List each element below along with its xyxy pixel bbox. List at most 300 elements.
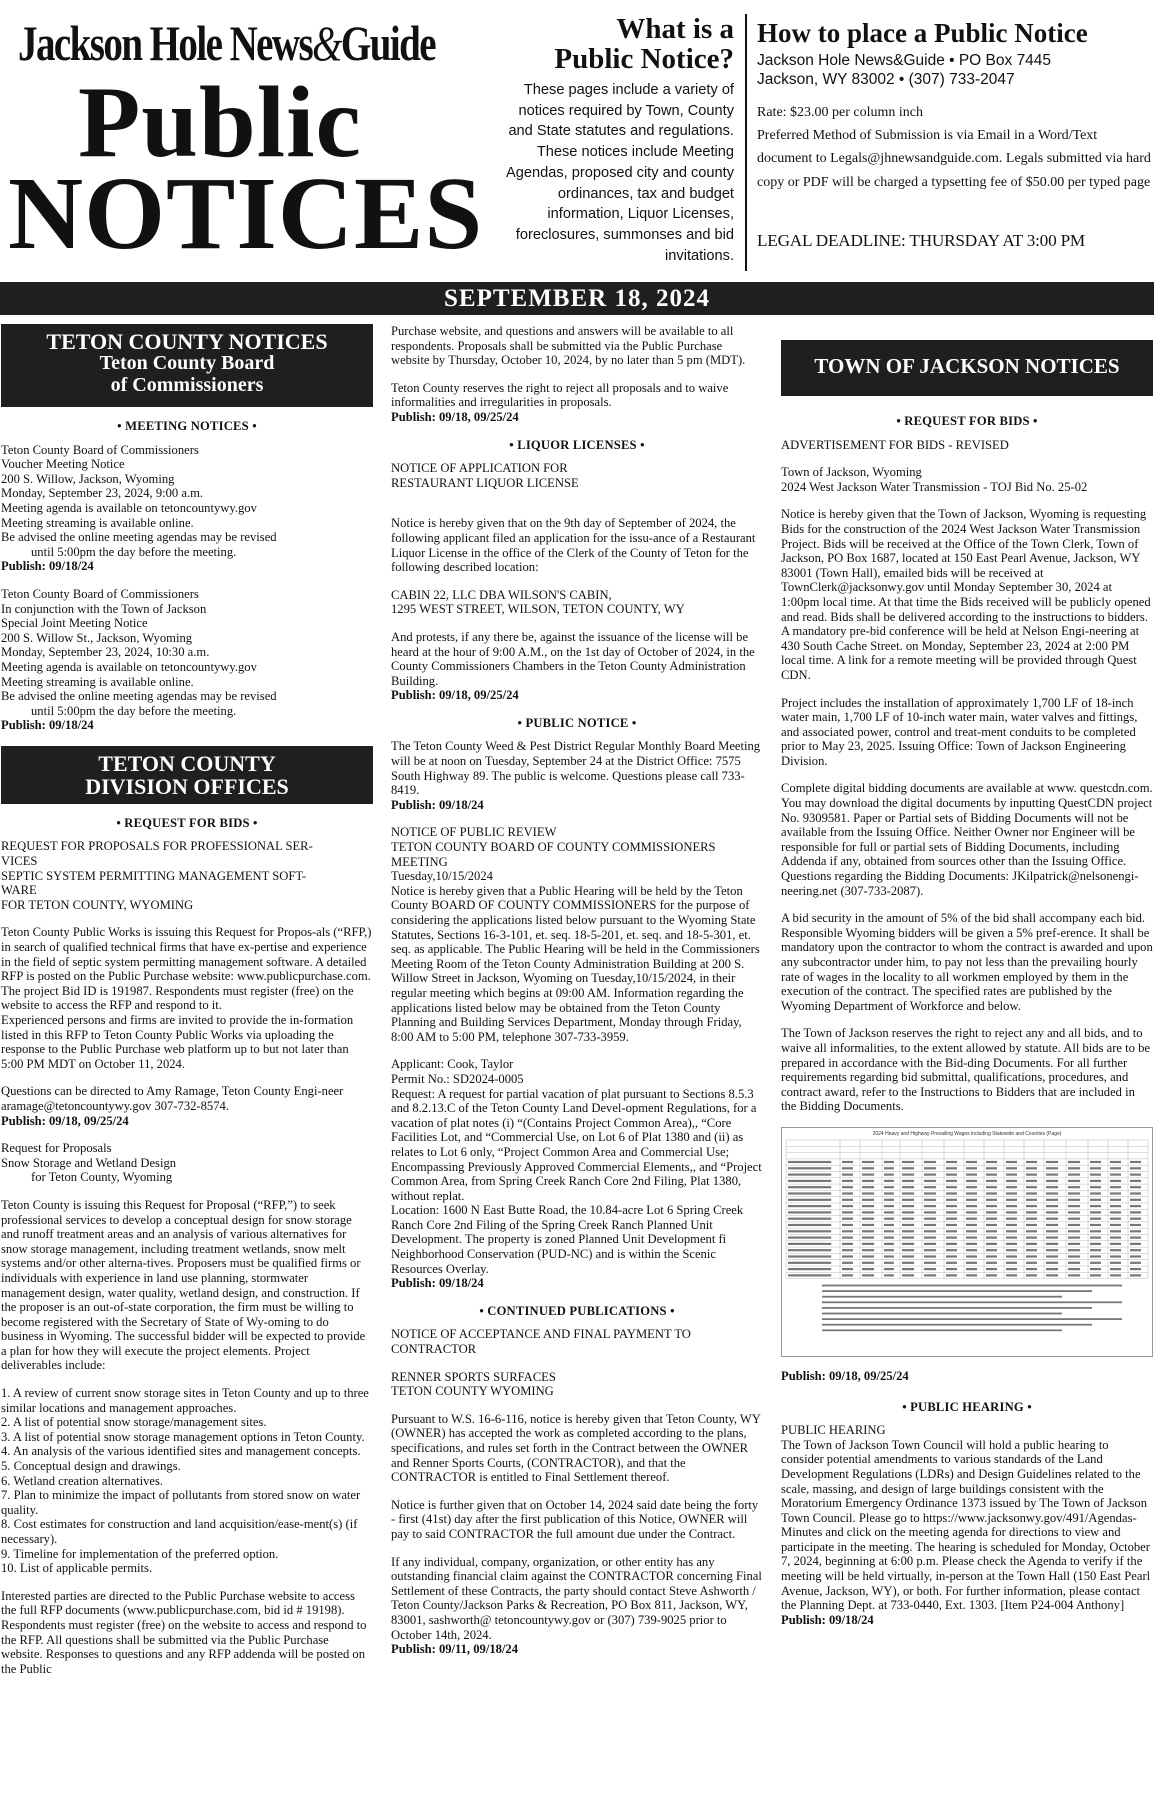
what-is-description: These pages include a variety of notices required by Town, County and State statutes and regulations. These notices include Meeting Agendas, proposed city and county ordinances, tax and budget information, Liquor Licenses, foreclosures, summonses and bid invitations. <box>506 82 734 264</box>
wage-cell <box>1046 1192 1058 1194</box>
wage-cell <box>842 1186 853 1188</box>
wage-cell <box>884 1230 894 1232</box>
wage-cell <box>1046 1262 1058 1264</box>
wage-cell <box>966 1262 977 1264</box>
wage-cell <box>1046 1230 1058 1232</box>
wage-cell <box>902 1224 914 1226</box>
wage-cell <box>1046 1180 1058 1182</box>
wage-cell <box>902 1249 914 1251</box>
wage-cell <box>946 1205 957 1207</box>
wage-cell <box>1090 1236 1101 1238</box>
wage-cell <box>842 1236 853 1238</box>
wage-cell <box>842 1255 853 1257</box>
wage-cell <box>1090 1262 1101 1264</box>
wage-cell <box>1046 1167 1058 1169</box>
wage-cell <box>1026 1167 1037 1169</box>
wage-cell <box>1090 1274 1101 1276</box>
wage-cell <box>946 1167 957 1169</box>
wage-cell <box>842 1218 853 1220</box>
wage-cell <box>1110 1255 1121 1257</box>
wage-cell <box>1026 1186 1037 1188</box>
wage-cell <box>862 1173 874 1175</box>
wage-cell <box>966 1274 977 1276</box>
wage-cell <box>788 1268 831 1270</box>
wage-cell <box>884 1218 894 1220</box>
wage-cell <box>902 1230 914 1232</box>
wage-cell <box>902 1180 914 1182</box>
wage-cell <box>1006 1205 1017 1207</box>
wage-cell <box>924 1186 936 1188</box>
wage-cell <box>1090 1218 1101 1220</box>
wage-cell <box>884 1167 894 1169</box>
public-review-notice: NOTICE OF PUBLIC REVIEW TETON COUNTY BOARD OF COUNTY COMMISSIONERS MEETING Tuesday,10/15/2024 Notice is hereby given that a Public Hearing will be held by the Teton County BOARD OF COUNTY COMMISSIONERS for the purpose of considering the applications listed below pursuant to the Wyoming State Statutes, Sections 16-3-101, et. seq. 18-5-201, et. seq. and 18-5-301, et. seq. as applicable. The Public Hearing will be held in the Commissioners Meeting Room of the Teton County Administration Building at 200 S. Willow Street in Jackson, Wyoming on Tuesday,10/15/2024, in their regular meeting which begins at 09:00 AM. Information regarding the applications listed below may be obtained from the Teton County Planning and Building Services Department, Monday through Friday, 8:00 AM to 5:00 PM, telephone 307-733-3959. Applicant: Cook, Taylor Permit No.: SD2024-0005 Request: A request for partial vacation of plat pursuant to Sections 8.5.3 and 8.2.13.C of the Teton County Land Devel-opment Regulations, for a vacation of plat notes (i) “(Contains Project Common Area),, “Core Facilities Lot, and “Commercial Use, on Lot 6 of Plat 1380 and (ii) as relates to Lot 6 only, “Project Common Area and Commercial Use; Encompassing Previously Approved Commercial Elements,, and “Project Common Area, from Spring Creek Ranch Core 2nd Filing, Plat 1380, without replat. Location: 1600 N East Butte Road, the 10.84-acre Lot 6 Spring Creek Ranch Core 2nd Filing of the Spring Creek Ranch Planned Unit Development. The property is zoned Planned Unit Development fi Neighborhood Conservation (PUD-NC) and is within the Scenic Resources Overlay. Publish: 09/18/24 <box>391 825 762 1291</box>
wage-cell <box>862 1205 874 1207</box>
wage-cell <box>1006 1255 1017 1257</box>
wage-cell <box>884 1255 894 1257</box>
wage-cell <box>924 1262 936 1264</box>
wage-cell <box>1006 1236 1017 1238</box>
wage-cell <box>1026 1243 1037 1245</box>
wage-cell <box>884 1173 894 1175</box>
wage-cell <box>842 1230 853 1232</box>
wage-cell <box>1110 1230 1121 1232</box>
wage-cell <box>1068 1218 1080 1220</box>
wage-cell <box>966 1230 977 1232</box>
wage-cell <box>946 1262 957 1264</box>
wage-cell <box>842 1274 853 1276</box>
wage-cell <box>986 1249 997 1251</box>
wage-cell <box>946 1268 957 1270</box>
wage-cell <box>1006 1274 1017 1276</box>
joint-meeting-notice: Teton County Board of Commissioners In conjunction with the Town of Jackson Special Joint Meeting Notice 200 S. Willow St., Jackson, Wyoming Monday, September 23, 2024, 10:30 a.m. Meeting agenda is available on tetoncountywy.gov Meeting streaming is available online. Be advised the online meeting agendas may be revised until 5:00pm the day before the meeting. Publish: 09/18/24 <box>1 586 277 733</box>
meeting-notices-heading: • MEETING NOTICES • <box>117 419 257 433</box>
wage-cell <box>1046 1274 1058 1276</box>
wage-cell <box>986 1161 997 1163</box>
wage-cell <box>1026 1218 1037 1220</box>
public-notice-heading: • PUBLIC NOTICE • <box>517 715 637 730</box>
wage-cell <box>986 1262 997 1264</box>
wage-cell <box>924 1205 936 1207</box>
wage-cell <box>1006 1224 1017 1226</box>
wage-cell <box>1130 1249 1141 1251</box>
wage-cell <box>842 1249 853 1251</box>
wage-cell <box>788 1243 831 1245</box>
wage-cell <box>1006 1192 1017 1194</box>
wage-footnote-line <box>822 1296 1062 1298</box>
wage-cell <box>986 1236 997 1238</box>
wage-cell <box>966 1218 977 1220</box>
wage-cell <box>1110 1180 1121 1182</box>
wage-cell <box>1090 1180 1101 1182</box>
wage-cell <box>966 1255 977 1257</box>
wage-cell <box>902 1211 914 1213</box>
request-for-bids-heading: • REQUEST FOR BIDS • <box>116 815 258 830</box>
wage-footnote-line <box>822 1324 1092 1326</box>
masthead <box>0 0 1154 282</box>
wage-cell <box>884 1249 894 1251</box>
wage-cell <box>788 1186 831 1188</box>
wage-cell <box>788 1255 831 1257</box>
wage-cell <box>1090 1186 1101 1188</box>
wage-cell <box>788 1262 831 1264</box>
wage-cell <box>1026 1255 1037 1257</box>
wage-cell <box>966 1249 977 1251</box>
wage-table-graphic <box>782 1128 1152 1356</box>
column-teton-county <box>1 324 373 1689</box>
wage-cell <box>862 1180 874 1182</box>
wage-cell <box>1046 1161 1058 1163</box>
wage-cell <box>986 1274 997 1276</box>
wage-cell <box>946 1274 957 1276</box>
wage-cell <box>862 1230 874 1232</box>
wage-cell <box>842 1205 853 1207</box>
wage-cell <box>1046 1249 1058 1251</box>
wage-footnote-line <box>822 1307 1092 1309</box>
town-request-for-bids-heading: • REQUEST FOR BIDS • <box>896 414 1038 428</box>
wage-cell <box>1068 1173 1080 1175</box>
wage-cell <box>1046 1186 1058 1188</box>
wage-cell <box>924 1167 936 1169</box>
wage-cell <box>1068 1192 1080 1194</box>
wage-cell <box>902 1255 914 1257</box>
wage-cell <box>1026 1199 1037 1201</box>
wage-cell <box>902 1243 914 1245</box>
legal-deadline: LEGAL DEADLINE: THURSDAY AT 3:00 PM <box>757 231 1086 250</box>
wage-cell <box>1130 1255 1141 1257</box>
wage-footnote-line <box>822 1329 1062 1331</box>
wage-cell <box>788 1249 831 1251</box>
wage-cell <box>884 1236 894 1238</box>
wage-cell <box>1130 1274 1141 1276</box>
wage-cell <box>1110 1243 1121 1245</box>
wage-cell <box>1006 1180 1017 1182</box>
liquor-license-notice: NOTICE OF APPLICATION FOR RESTAURANT LIQUOR LICENSE Notice is hereby given that on the 9th day of September of 2024, the following applicant filed an application for the issu-ance of a Restaurant Liquor License in the office of the Clerk of the County of Teton for the following described location: CABIN 22, LLC DBA WILSON'S CABIN, 1295 WEST STREET, WILSON, TETON COUNTY, WY And protests, if any there be, against the issuance of the license will be heard at the hour of 9:00 A.M., on the 1st day of October of 2024, in the County Commissioners Chambers in the Teton County Administration Building. Publish: 09/18, 09/25/24 <box>391 461 756 703</box>
wage-cell <box>986 1255 997 1257</box>
wage-cell <box>1006 1173 1017 1175</box>
wage-cell <box>1006 1268 1017 1270</box>
wage-cell <box>1130 1173 1141 1175</box>
wage-cell <box>1130 1230 1141 1232</box>
wage-cell <box>1068 1243 1080 1245</box>
wage-cell <box>1006 1199 1017 1201</box>
wage-cell <box>924 1255 936 1257</box>
wage-cell <box>1110 1161 1121 1163</box>
wage-cell <box>1026 1230 1037 1232</box>
wage-cell <box>1026 1224 1037 1226</box>
wage-cell <box>902 1199 914 1201</box>
wage-cell <box>884 1205 894 1207</box>
public-hearing-notice: PUBLIC HEARING The Town of Jackson Town Council will hold a public hearing to consider potential amendments to various standards of the Land Development Regulations (LDRs) and Design Guidelines related to the scale, massing, and design of large buildings consistent with the Moratorium Emergency Ordinance 1373 issued by The Town of Jackson Town Council. Please go to https://www.jacksonwy.gov/491/Agendas-Minutes and click on the meeting agenda for directions to view and participate in the meeting. The hearing is scheduled for Monday, October 7, 2024, beginning at 6:00 p.m. Please check the Agenda to verify if the meeting will be held virtually, in-person at the Town Hall (150 East Pearl Avenue, Jackson, WY), or both. For further information, please contact the Planning Dept. at 733-0440, Ext. 1303. [Item P24-004 Anthony] Publish: 09/18/24 <box>781 1423 1151 1627</box>
wage-cell <box>884 1180 894 1182</box>
wage-cell <box>1090 1255 1101 1257</box>
wage-cell <box>946 1236 957 1238</box>
wage-cell <box>1090 1167 1101 1169</box>
wage-cell <box>1006 1262 1017 1264</box>
wage-cell <box>884 1161 894 1163</box>
wage-cell <box>862 1224 874 1226</box>
wage-cell <box>788 1161 831 1163</box>
wage-cell <box>986 1186 997 1188</box>
title-notices: NOTICES <box>8 156 484 271</box>
wage-cell <box>1006 1161 1017 1163</box>
wage-cell <box>986 1205 997 1207</box>
wage-cell <box>1068 1274 1080 1276</box>
wage-cell <box>902 1192 914 1194</box>
wage-cell <box>1046 1211 1058 1213</box>
wage-cell <box>1068 1180 1080 1182</box>
division-offices-banner: TETON COUNTY DIVISION OFFICES <box>1 746 373 804</box>
wage-cell <box>966 1199 977 1201</box>
wage-cell <box>1130 1224 1141 1226</box>
wage-cell <box>842 1161 853 1163</box>
wage-cell <box>1090 1192 1101 1194</box>
water-transmission-bid-notice: ADVERTISEMENT FOR BIDS - REVISED Town of Jackson, Wyoming 2024 West Jackson Water Transmission - TOJ Bid No. 25-02 Notice is hereby given that the Town of Jackson, Wyoming is requesting Bids for the construction of the 2024 West Jackson Water Transmission Project. Bids will be received at the Office of the Town Clerk, Town of Jackson, PO Box 1687, located at 150 East Pearl Avenue, Jackson, WY 83001 (Town Hall), emailed bids will be received at TownClerk@jacksonwy.gov until Monday September 30, 2024 at 1:00pm local time. At that time the Bids received will be publicly opened and read. Bids shall be delivered according to the instructions to bidders. A mandatory pre-bid conference will be held at Nelson Engi-neering at 430 South Cache Street. on Monday, September 23, 2024 at 2:00 PM local time. A link for a remote meeting will be provided through Quest CDN. Project includes the installation of approximately 1,700 LF of 18-inch water main, 1,700 LF of 10-inch water main, water valves and fittings, and associated power, control and treat-ment conduits to be completed prior to May 23, 2025. Issuing Office: Town of Jackson Engineering Division. Complete digital bidding documents are available at www. questcdn.com. You may download the digital documents by inputting QuestCDN project No. 9309581. Paper or Partial sets of Bidding Documents will not be available from the Issuing Office. Neither Owner nor Engineer will be responsible for full or partial sets of Bidding Documents, including Addenda if any, obtained from sources other than the Issuing Office. Questions regarding the Bidding Documents: JKilpatrick@nelsonengi-neering.net (307-733-2087). A bid security in the amount of 5% of the bid shall accompany each bid. Responsible Wyoming bidders will be given a 5% pref-erence. It shall be mandatory upon the contractor to whom the contract is awarded and upon any subcontractor under him, to pay not less than the prevailing hourly rate of wages in the locality to all workmen employed by them in the execution of the contract. The specified rates are published by the Wyoming Department of Workforce and below. The Town of Jackson reserves the right to reject any and all bids, and to waive all informalities, to the extent allowed by statute. All bids are to be prepared in accordance with the Bid-ding Documents. For all further requirements regarding bid submittal, qualifications, procedures, and contract award, refer to the Instructions to Bidders that are included in the Bidding Documents. 2024 Heavy and Highway Prevailing Wages including Statewide and Counties (Page) Publish: 09/18, 09/25/24 <box>781 437 1153 1383</box>
wage-cell <box>862 1236 874 1238</box>
wage-cell <box>902 1268 914 1270</box>
wage-cell <box>966 1211 977 1213</box>
wage-cell <box>1130 1205 1141 1207</box>
wage-cell <box>966 1167 977 1169</box>
wage-cell <box>1068 1186 1080 1188</box>
wage-cell <box>1130 1161 1141 1163</box>
wage-cell <box>924 1192 936 1194</box>
wage-cell <box>862 1161 874 1163</box>
wage-cell <box>842 1180 853 1182</box>
wage-cell <box>1110 1236 1121 1238</box>
wage-cell <box>924 1173 936 1175</box>
wage-cell <box>1130 1243 1141 1245</box>
wage-cell <box>966 1224 977 1226</box>
vertical-divider <box>745 14 747 271</box>
wage-cell <box>924 1274 936 1276</box>
wage-cell <box>966 1161 977 1163</box>
wage-cell <box>1110 1224 1121 1226</box>
wage-cell <box>862 1218 874 1220</box>
wage-cell <box>986 1230 997 1232</box>
wage-cell <box>924 1249 936 1251</box>
wage-cell <box>1006 1186 1017 1188</box>
wage-cell <box>884 1243 894 1245</box>
wage-cell <box>1090 1243 1101 1245</box>
wage-cell <box>884 1199 894 1201</box>
wage-cell <box>924 1199 936 1201</box>
wage-cell <box>1046 1218 1058 1220</box>
wage-cell <box>1130 1211 1141 1213</box>
wage-cell <box>966 1186 977 1188</box>
wage-cell <box>1090 1268 1101 1270</box>
wage-cell <box>946 1192 957 1194</box>
wage-cell <box>1110 1173 1121 1175</box>
how-to-title: How to place a Public Notice <box>757 18 1088 48</box>
wage-cell <box>902 1173 914 1175</box>
wage-cell <box>924 1243 936 1245</box>
wage-cell <box>842 1199 853 1201</box>
wage-footnote-line <box>822 1290 1092 1292</box>
contact-address: Jackson Hole News&Guide • PO Box 7445 Jackson, WY 83002 • (307) 733-2047 <box>757 52 1052 88</box>
wage-cell <box>1090 1161 1101 1163</box>
weed-pest-notice: The Teton County Weed & Pest District Regular Monthly Board Meeting will be at noon on Tuesday, September 24 at the District Office: 7575 South Highway 89. The public is welcome. Questions please call 733-8419. Publish: 09/18/24 <box>391 739 761 812</box>
wage-cell <box>842 1173 853 1175</box>
wage-cell <box>946 1243 957 1245</box>
wage-cell <box>1046 1243 1058 1245</box>
wage-cell <box>946 1249 957 1251</box>
wage-cell <box>986 1167 997 1169</box>
wage-cell <box>902 1167 914 1169</box>
wage-cell <box>902 1236 914 1238</box>
wage-cell <box>1046 1236 1058 1238</box>
wage-cell <box>966 1268 977 1270</box>
wage-cell <box>788 1167 831 1169</box>
wage-cell <box>842 1243 853 1245</box>
wage-cell <box>902 1218 914 1220</box>
wage-cell <box>902 1205 914 1207</box>
wage-cell <box>1110 1205 1121 1207</box>
wage-cell <box>924 1224 936 1226</box>
wage-cell <box>986 1218 997 1220</box>
wage-cell <box>1130 1192 1141 1194</box>
wage-cell <box>1110 1211 1121 1213</box>
wage-cell <box>986 1224 997 1226</box>
wage-cell <box>862 1268 874 1270</box>
wage-cell <box>884 1192 894 1194</box>
wage-footnote-line <box>822 1285 1122 1287</box>
wage-cell <box>884 1186 894 1188</box>
wage-cell <box>1026 1262 1037 1264</box>
wage-cell <box>946 1211 957 1213</box>
wage-cell <box>946 1218 957 1220</box>
teton-county-notices-banner: TETON COUNTY NOTICES Teton County Board of Commissioners <box>1 324 373 407</box>
wage-cell <box>946 1161 957 1163</box>
wage-cell <box>1110 1192 1121 1194</box>
wage-cell <box>902 1186 914 1188</box>
wage-cell <box>1090 1173 1101 1175</box>
wage-cell <box>1006 1211 1017 1213</box>
wage-cell <box>924 1236 936 1238</box>
wage-cell <box>1006 1218 1017 1220</box>
wage-cell <box>1046 1205 1058 1207</box>
septic-rfp-notice: REQUEST FOR PROPOSALS FOR PROFESSIONAL SER- VICES SEPTIC SYSTEM PERMITTING MANAGEMENT SOFT- WARE FOR TETON COUNTY, WYOMING Teton County Public Works is issuing this Request for Propos-als (“RFP,) in search of qualified technical firms that have ex-pertise and experience in the field of septic system permitting management software. A detailed RFP is posted on the Public Purchase website: www.publicpurchase.com. The project Bid ID is 191987. Respondents must register (free) on the website to access the RFP and respond to it. Experienced persons and firms are invited to provide the in-formation listed in this RFP to Teton County Public Works via uploading the response to the Public Purchase web platform up to but not later than 5:00 PM MDT on October 11, 2024. Questions can be directed to Amy Ramage, Teton County Engi-neer aramage@tetoncountywy.gov 307-732-8574. Publish: 09/18, 09/25/24 <box>1 839 372 1128</box>
wage-cell <box>1068 1236 1080 1238</box>
wage-cell <box>1006 1230 1017 1232</box>
wage-cell <box>1026 1268 1037 1270</box>
wage-cell <box>1068 1211 1080 1213</box>
wage-cell <box>966 1205 977 1207</box>
wage-cell <box>986 1199 997 1201</box>
title-public: Public <box>78 66 362 179</box>
wage-cell <box>1068 1230 1080 1232</box>
wage-cell <box>986 1243 997 1245</box>
wage-cell <box>1068 1167 1080 1169</box>
wage-cell <box>1068 1262 1080 1264</box>
wage-cell <box>788 1230 831 1232</box>
deliverables-list: 1. A review of current snow storage sites in Teton County and up to three similar locations and management approaches. 2. A list of potential snow storage/management sites. 3. A list of potential snow storage management options in Teton County. 4. An analysis of the various identified sites and management concepts. 5. Conceptual design and drawings. 6. Wetland creation alternatives. 7. Plan to minimize the impact of pollutants from stored snow on water quality. 8. Cost estimates for construction and land acquisition/ease-ment(s) (if necessary). 9. Timeline for implementation of the preferred option. 10. List of applicable permits. <box>1 1386 369 1576</box>
wage-cell <box>1068 1249 1080 1251</box>
submission-info: Rate: $23.00 per column inch Preferred Method of Submission is via Email in a Word/Text document to Legals@jhnewsandguide.com. Legals submitted via hard copy or PDF will be charged a typsetting fee of $50.00 per typed page <box>757 105 1151 190</box>
wage-cell <box>946 1224 957 1226</box>
wage-cell <box>788 1180 831 1182</box>
wage-cell <box>1046 1199 1058 1201</box>
wage-cell <box>842 1224 853 1226</box>
wage-cell <box>986 1268 997 1270</box>
wage-cell <box>924 1268 936 1270</box>
voucher-meeting-notice: Teton County Board of Commissioners Voucher Meeting Notice 200 S. Willow, Jackson, Wyoming Monday, September 23, 2024, 9:00 a.m. Meeting agenda is available on tetoncountywy.gov Meeting streaming is available online. Be advised the online meeting agendas may be revised until 5:00pm the day before the meeting. Publish: 09/18/24 <box>1 442 277 574</box>
wage-cell <box>924 1180 936 1182</box>
wage-cell <box>884 1268 894 1270</box>
wage-cell <box>1090 1199 1101 1201</box>
wage-cell <box>1068 1199 1080 1201</box>
wage-table-title: 2024 Heavy and Highway Prevailing Wages including Statewide and Counties (Page) <box>872 1130 1062 1137</box>
wage-cell <box>946 1199 957 1201</box>
wage-cell <box>946 1255 957 1257</box>
wage-cell <box>1110 1274 1121 1276</box>
wage-cell <box>986 1211 997 1213</box>
wage-cell <box>788 1199 831 1201</box>
town-of-jackson-banner: TOWN OF JACKSON NOTICES <box>781 340 1153 396</box>
wage-cell <box>1068 1161 1080 1163</box>
wage-cell <box>1090 1249 1101 1251</box>
wage-cell <box>1110 1262 1121 1264</box>
wage-cell <box>862 1211 874 1213</box>
wage-cell <box>1068 1205 1080 1207</box>
wage-cell <box>1026 1173 1037 1175</box>
wage-cell <box>1130 1186 1141 1188</box>
wage-cell <box>966 1180 977 1182</box>
wage-cell <box>788 1224 831 1226</box>
what-is-title: What is a Public Notice? <box>554 13 734 76</box>
wage-cell <box>966 1243 977 1245</box>
wage-cell <box>862 1262 874 1264</box>
wage-cell <box>1026 1274 1037 1276</box>
wage-cell <box>1110 1167 1121 1169</box>
wage-cell <box>1110 1249 1121 1251</box>
wage-cell <box>902 1274 914 1276</box>
wage-cell <box>1110 1268 1121 1270</box>
wage-cell <box>946 1180 957 1182</box>
wage-cell <box>862 1186 874 1188</box>
wage-cell <box>862 1243 874 1245</box>
prevailing-wage-table-image <box>781 1127 1153 1357</box>
column-county-continued <box>391 324 763 1670</box>
wage-cell <box>1046 1173 1058 1175</box>
wage-cell <box>1026 1211 1037 1213</box>
wage-cell <box>946 1230 957 1232</box>
wage-cell <box>924 1161 936 1163</box>
wage-cell <box>788 1218 831 1220</box>
wage-cell <box>986 1173 997 1175</box>
snow-storage-rfp-continued: Purchase website, and questions and answers will be available to all respondents. Proposals shall be submitted via the Public Purchase website by Thursday, October 10, 2024, by no later than 5 pm (MDT). Teton County reserves the right to reject all proposals and to waive informalities and irregularities in proposals. Publish: 09/18, 09/25/24 <box>391 324 746 424</box>
public-hearing-heading: • PUBLIC HEARING • <box>902 1399 1032 1414</box>
wage-cell <box>924 1230 936 1232</box>
wage-cell <box>1130 1180 1141 1182</box>
wage-cell <box>1006 1167 1017 1169</box>
snow-storage-rfp-notice: Request for Proposals Snow Storage and Wetland Design for Teton County, Wyoming Teton County is issuing this Request for Proposal (“RFP,”) to seek professional services to develop a conceptual design for snow storage and runoff treatment areas and an analysis of various alternatives for snow storage management, including treatment wetlands, snow melt systems and/or other alterna-tives. Proposers must be qualified firms or individuals with experience in land use planning, stormwater management design, water quality, wetland design, and construction. If the proposer is an out-of-state corporation, the firm must be willing to become registered with the Secretary of State of Wy-oming to do business in Wyoming. The successful bidder will be expected to provide a plan for how they will execute the project elements. Project deliverables include: 1. A review of current snow storage sites in Teton County and up to three similar locations and management approaches. 2. A list of potential snow storage/management sites. 3. A list of potential snow storage management options in Teton County. 4. An analysis of the various identified sites and management concepts. 5. Conceptual design and drawings. 6. Wetland creation alternatives. 7. Plan to minimize the impact of pollutants from stored snow on water quality. 8. Cost estimates for construction and land acquisition/ease-ment(s) (if necessary). 9. Timeline for implementation of the preferred option. 10. List of applicable permits. Interested parties are directed to the Public Purchase website to access the full RFP documents (www.publicpurchase.com, bid id # 19198). Respondents must register (free) on the website to access and respond to the RFP. All questions shall be submitted via the Public Purchase website. Responses to questions and any RFP addenda will be posted on the Public <box>1 1141 373 1676</box>
wage-cell <box>1068 1224 1080 1226</box>
wage-cell <box>986 1192 997 1194</box>
wage-cell <box>966 1236 977 1238</box>
wage-cell <box>842 1167 853 1169</box>
wage-cell <box>862 1167 874 1169</box>
wage-table-grid <box>786 1140 1148 1279</box>
newspaper-name: Jackson Hole News&Guide <box>18 15 435 71</box>
wage-cell <box>924 1211 936 1213</box>
wage-cell <box>1130 1268 1141 1270</box>
wage-cell <box>946 1173 957 1175</box>
wage-cell <box>1110 1186 1121 1188</box>
wage-footnote-line <box>822 1313 1062 1315</box>
wage-cell <box>1026 1236 1037 1238</box>
wage-cell <box>862 1192 874 1194</box>
wage-cell <box>1090 1230 1101 1232</box>
